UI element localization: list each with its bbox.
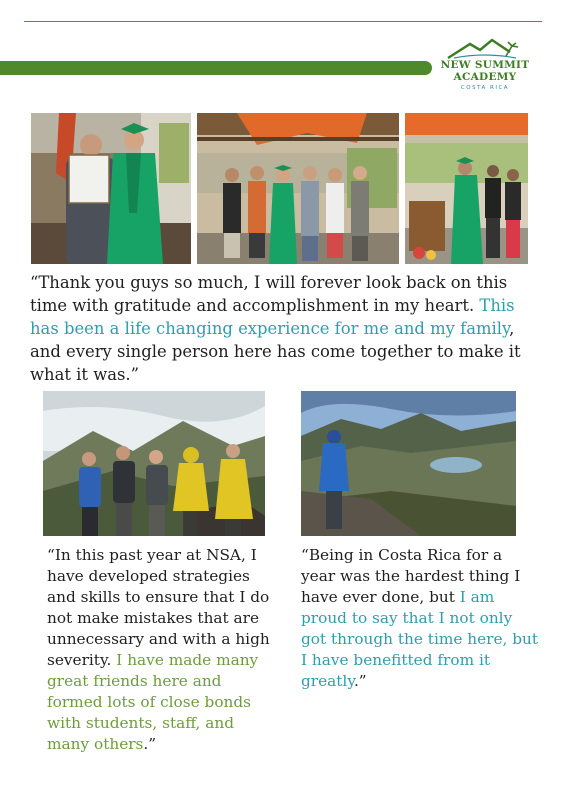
quote-2-text-end: .”: [143, 735, 157, 753]
logo-line-1: NEW SUMMIT: [440, 59, 530, 71]
graduate-with-diploma-photo: [31, 113, 191, 264]
testimonial-quote-1: [30, 271, 542, 386]
header-accent-bar: [0, 61, 432, 75]
logo-line-2: ACADEMY: [453, 71, 517, 83]
quote-3-text: “Being in Costa Rica for a year was the hardest thing I have ever done, but: [301, 546, 521, 606]
quote-3-text-end: .”: [353, 672, 367, 690]
quote-3-highlight: I am proud to say that I not only got through the time here, but I have benefitted from it greatly: [301, 588, 539, 690]
mountain-hiking-group-photo: [43, 391, 265, 536]
group-graduation-photo: [197, 113, 399, 264]
testimonial-quote-2: [47, 545, 272, 755]
quote-2-text: “In this past year at NSA, I have developed strategies and skills to ensure that I do not make mistakes that are unnecessary and with a high severity.: [47, 546, 270, 669]
testimonial-quote-3: [301, 545, 541, 692]
logo-line-3: COSTA RICA: [460, 85, 510, 91]
mountain-lake-view-photo: [301, 391, 516, 536]
quote-1-text: “Thank you guys so much, I will forever look back on this time with gratitude and accomplishment in my heart.: [30, 273, 508, 315]
new-summit-academy-logo: [440, 38, 530, 96]
quote-1-highlight: This has been a life changing experience for me and my family: [30, 296, 515, 338]
mountain-logo-icon: [444, 38, 526, 60]
quote-1-text-end: , and every single person here has come together to make it what it was.”: [30, 319, 521, 384]
graduation-ceremony-photo: [405, 113, 528, 264]
top-divider-line: [24, 21, 542, 22]
quote-2-highlight: I have made many great friends here and formed lots of close bonds with students, staff, and many others: [47, 651, 259, 753]
